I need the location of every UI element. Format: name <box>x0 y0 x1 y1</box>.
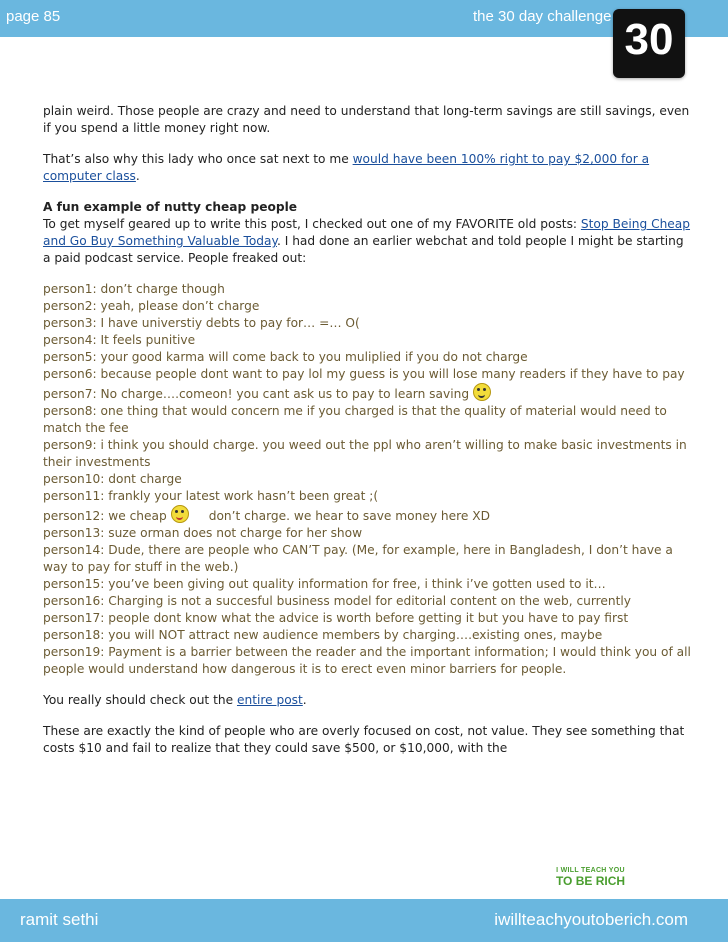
page-number: page 85 <box>6 8 61 25</box>
comment-line: person13: suze orman does not charge for her show <box>43 526 363 540</box>
comment-line-12 <box>43 505 693 525</box>
comment-line: person10: dont charge <box>43 472 182 486</box>
footer-bar <box>0 899 728 942</box>
comment-text: person12: we cheap <box>43 509 167 523</box>
brand-logo <box>553 867 628 888</box>
paragraph-check-out <box>43 692 693 709</box>
comment-line: person5: your good karma will come back to you muliplied if you do not charge <box>43 350 528 364</box>
day-badge <box>613 9 685 78</box>
day-badge-number: 30 <box>624 15 674 64</box>
comment-line: person17: people dont know what the advice is worth before getting it but you have to pay first <box>43 611 629 625</box>
footer-site: iwillteachyoutoberich.com <box>494 910 688 929</box>
paragraph-text: . I had done an earlier webchat and told people I might be starting a paid podcast service. People freaked out: <box>43 234 684 265</box>
comment-line-7 <box>43 383 693 403</box>
paragraph-text: To get myself geared up to write this post, I checked out one of my FAVORITE old posts: <box>43 217 581 231</box>
paragraph-intro: plain weird. Those people are crazy and need to understand that long-term savings are still savings, even if you spend a little money right now. <box>43 104 690 135</box>
paragraph-example <box>43 199 693 267</box>
comment-line: person15: you’ve been giving out quality information for free, i think i’ve gotten used to it… <box>43 577 606 591</box>
computer-class-link[interactable]: would have been 100% right to pay $2,000 for a computer class <box>43 152 650 183</box>
tongue-emoticon-icon <box>171 505 189 523</box>
paragraph-text: . <box>135 169 140 183</box>
paragraph-text: That’s also why this lady who once sat next to me <box>43 152 353 166</box>
article-body <box>43 103 693 771</box>
comment-line: person6: because people dont want to pay lol my guess is you will lose many readers if they have to pay <box>43 367 685 381</box>
stop-being-cheap-link[interactable]: Stop Being Cheap and Go Buy Something Valuable Today <box>43 217 691 248</box>
challenge-title: the 30 day challenge <box>473 8 612 25</box>
comment-text: don’t charge. we hear to save money here XD <box>208 509 490 523</box>
comment-text: person7: No charge….comeon! you cant ask us to pay to learn saving <box>43 387 470 401</box>
comment-line: person16: Charging is not a succesful business model for editorial content on the web, currently <box>43 594 632 608</box>
paragraph-lady <box>43 151 693 185</box>
comment-line: person19: Payment is a barrier between the reader and the important information; I would think you of all people would understand how dangerous it is to erect even minor barriers for people. <box>43 645 691 676</box>
comment-line: person9: i think you should charge. you weed out the ppl who aren’t willing to make basic investments in their investments <box>43 438 687 469</box>
smiley-emoticon-icon <box>473 383 491 401</box>
paragraph-text: . <box>302 693 307 707</box>
comment-line: person8: one thing that would concern me if you charged is that the quality of material would need to match the fee <box>43 404 667 435</box>
paragraph-text: You really should check out the <box>43 693 237 707</box>
reader-comments <box>43 281 693 678</box>
entire-post-link[interactable]: entire post <box>236 693 303 707</box>
comment-line: person3: I have universtiy debts to pay for… =… O( <box>43 316 360 330</box>
comment-line: person1: don’t charge though <box>43 282 225 296</box>
footer-author: ramit sethi <box>20 910 99 929</box>
comment-line: person14: Dude, there are people who CAN’T pay. (Me, for example, here in Bangladesh, I don’t have a way to pay for stuff in the web.) <box>43 543 673 574</box>
comment-line: person11: frankly your latest work hasn’t been great ;( <box>43 489 379 503</box>
logo-line-2: TO BE RICH <box>555 874 626 888</box>
comment-line: person18: you will NOT attract new audience members by charging….existing ones, maybe <box>43 628 603 642</box>
logo-line-1: I WILL TEACH YOU <box>556 867 625 874</box>
comment-line: person2: yeah, please don’t charge <box>43 299 260 313</box>
section-subhead: A fun example of nutty cheap people <box>43 200 298 214</box>
paragraph-cost-value: These are exactly the kind of people who are overly focused on cost, not value. They see something that costs $10 and fail to realize that they could save $500, or $10,000, with the <box>43 724 685 755</box>
comment-line: person4: It feels punitive <box>43 333 196 347</box>
